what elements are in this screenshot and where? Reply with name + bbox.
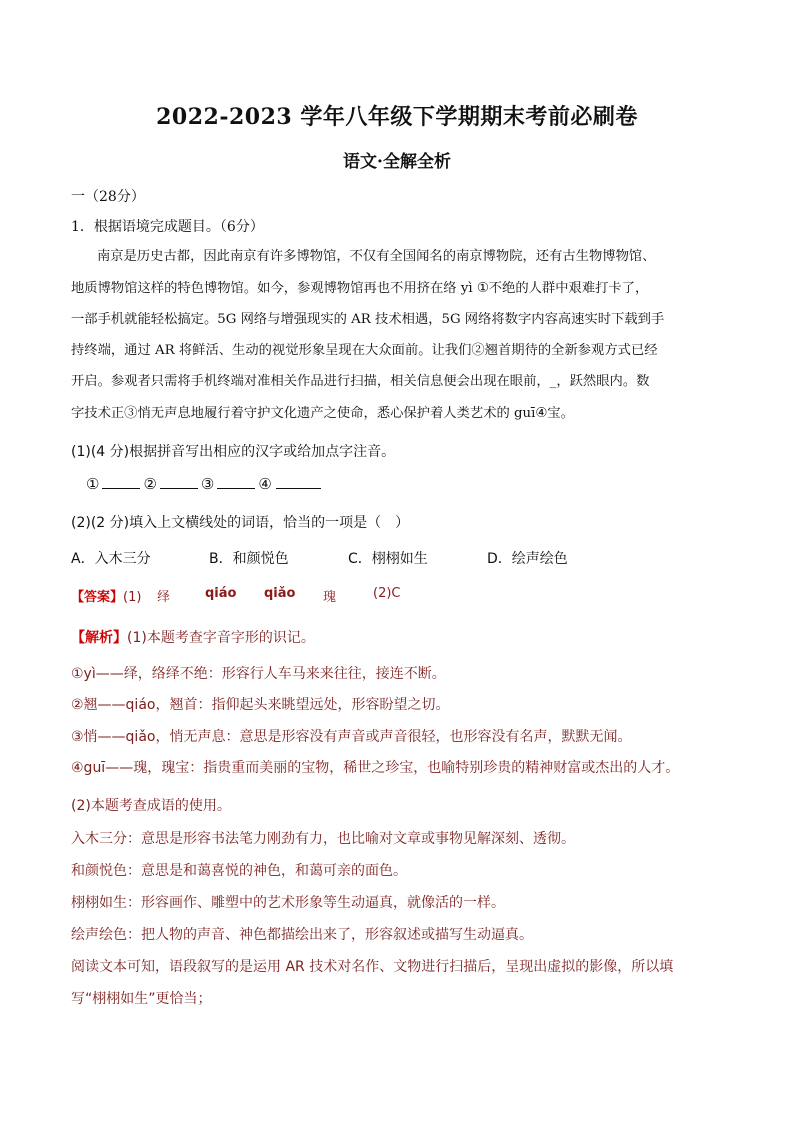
passage-line: 字技术正③悄无声息地履行着守护文化遗产之使命，悉心保护着人类艺术的 guī④宝。 — [71, 406, 574, 421]
conclusion-line: 阅读文本可知，语段叙写的是运用 AR 技术对名作、文物进行扫描后，呈现出虚拟的影像，所以填 — [71, 959, 674, 975]
sub-question-1: (1)(4 分)根据拼音写出相应的汉字或给加点字注音。 — [71, 444, 396, 460]
blank-label-4: ④ — [258, 475, 272, 493]
option-b: B．和颜悦色 — [209, 551, 289, 567]
answer-value-2: qiáo — [205, 586, 237, 601]
fill-blanks-row — [86, 474, 325, 493]
idiom-explanation: 入木三分：意思是形容书法笔力刚劲有力，也比喻对文章或事物见解深刻、透彻。 — [71, 831, 575, 847]
blank-label-3: ③ — [200, 475, 215, 493]
option-a: A．入木三分 — [71, 551, 151, 567]
analysis-item: ①yì——绎，络绎不绝：形容行人车马来来往往，接连不断。 — [71, 666, 446, 682]
answer-row — [71, 586, 141, 605]
answer-label: 【答案】 — [71, 590, 124, 605]
option-c: C．栩栩如生 — [348, 551, 428, 567]
idiom-explanation: 和颜悦色：意思是和蔼喜悦的神色，和蔼可亲的面色。 — [71, 863, 407, 879]
answer-value-1: 绎 — [157, 590, 171, 605]
answer-value-4: 瑰 — [323, 590, 337, 605]
question-heading: 1．根据语境完成题目。（6分） — [71, 219, 264, 235]
idiom-explanation: 栩栩如生：形容画作、雕塑中的艺术形象等生动逼真，就像活的一样。 — [71, 895, 505, 911]
option-d: D．绘声绘色 — [487, 551, 568, 567]
page-subtitle: 语文·全解全析 — [343, 152, 451, 172]
blank-label-1: ① — [86, 475, 100, 493]
blank-3[interactable] — [217, 474, 255, 489]
analysis-intro: (1)本题考查字音字形的识记。 — [127, 630, 315, 646]
passage-line: 持终端，通过 AR 将鲜活、生动的视觉形象呈现在大众面前。让我们②翘首期待的全新参观方式已经 — [71, 343, 658, 358]
analysis-item: ④guī——瑰，瑰宝：指贵重而美丽的宝物，稀世之珍宝，也喻特别珍贵的精神财富或杰出的人才。 — [71, 760, 680, 776]
section-heading: 一（28分） — [71, 189, 145, 205]
blank-1[interactable] — [102, 474, 140, 489]
passage-line: 一部手机就能轻松搞定。5G 网络与增强现实的 AR 技术相遇，5G 网络将数字内容高速实时下载到手 — [71, 312, 665, 327]
sub-question-2: (2)(2 分)填入上文横线处的词语，恰当的一项是（ ） — [71, 515, 410, 531]
page-title: 2022-2023 学年八年级下学期期末考前必刷卷 — [156, 104, 638, 130]
blank-label-2: ② — [143, 475, 157, 493]
analysis-intro-2: (2)本题考查成语的使用。 — [71, 798, 231, 814]
answer-part-2: (2)C — [373, 586, 401, 601]
blank-2[interactable] — [160, 474, 198, 489]
conclusion-line: 写“栩栩如生”更恰当； — [71, 991, 212, 1007]
idiom-explanation: 绘声绘色：把人物的声音、神色都描绘出来了，形容叙述或描写生动逼真。 — [71, 927, 533, 943]
passage-line: 开启。参观者只需将手机终端对准相关作品进行扫描，相关信息便会出现在眼前，_，跃然眼内。数 — [71, 374, 650, 389]
answer-value-3: qiǎo — [264, 586, 296, 601]
passage-line: 南京是历史古都，因此南京有许多博物馆，不仅有全国闻名的南京博物院，还有古生物博物馆、 — [97, 249, 656, 264]
analysis-item: ③悄——qiǎo，悄无声息：意思是形容没有声音或声音很轻，也形容没有名声，默默无闻。 — [71, 729, 632, 745]
answer-part-1: (1) — [123, 590, 142, 605]
analysis-label: 【解析】 — [71, 630, 127, 646]
analysis-item: ②翘——qiáo，翘首：指仰起头来眺望远处，形容盼望之切。 — [71, 697, 450, 713]
analysis-heading — [71, 627, 315, 647]
passage-line: 地质博物馆这样的特色博物馆。如今，参观博物馆再也不用挤在络 yì ①不绝的人群中艰难打卡了， — [71, 281, 649, 296]
blank-4[interactable] — [276, 474, 321, 489]
